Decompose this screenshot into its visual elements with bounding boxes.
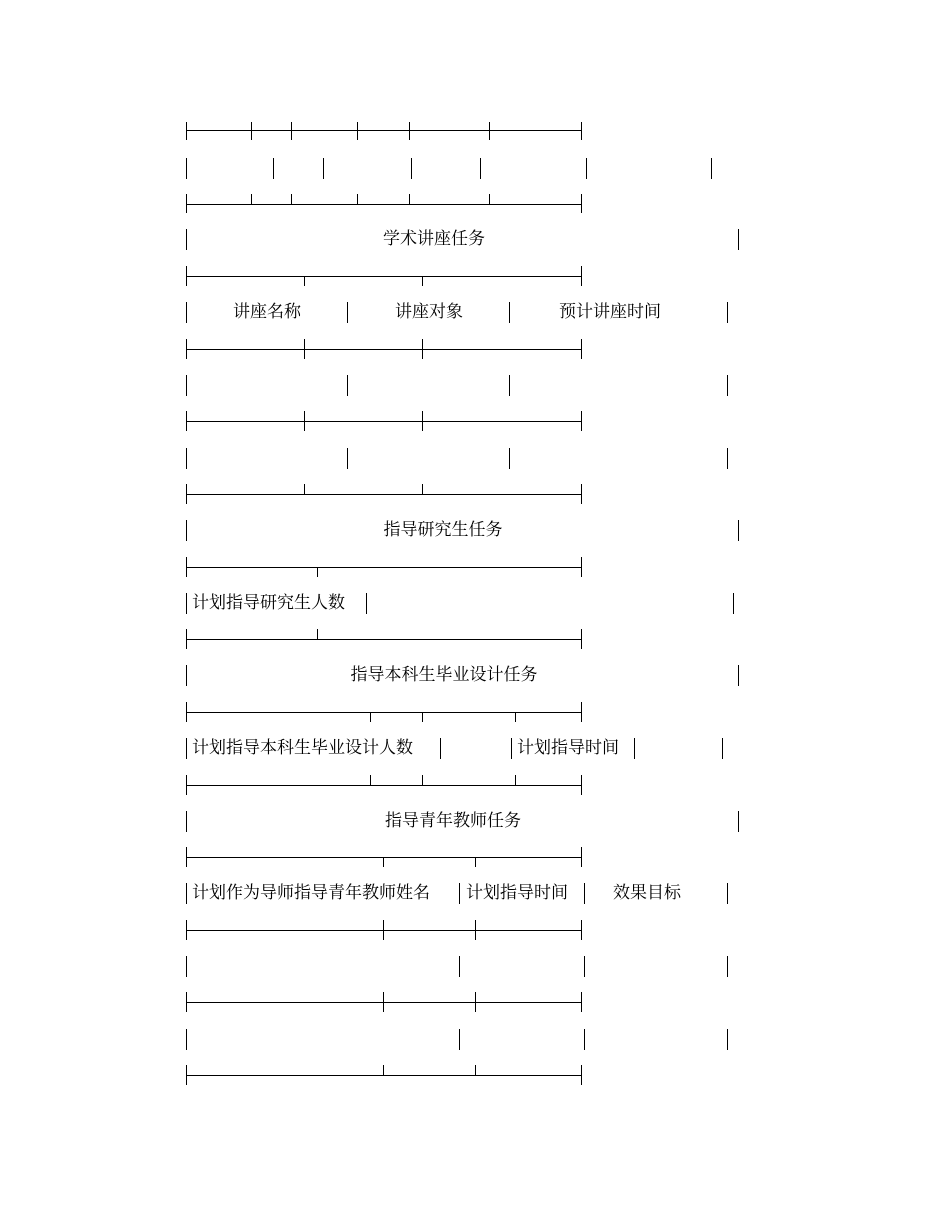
rule-tick — [581, 122, 582, 140]
rule — [186, 130, 581, 131]
rule — [186, 785, 581, 786]
rule-tick — [304, 276, 305, 286]
rule-tick — [581, 629, 582, 649]
rule — [186, 349, 581, 350]
lecture-section-title: 学术讲座任务 — [383, 229, 485, 249]
rule-tick — [422, 712, 423, 722]
rule-tick — [409, 122, 410, 140]
rule-tick — [515, 712, 516, 722]
cell-divider — [347, 302, 348, 323]
rule — [186, 1075, 581, 1076]
lecture-time-header: 预计讲座时间 — [559, 302, 661, 322]
rule-tick — [581, 920, 582, 940]
rule-tick — [383, 1065, 384, 1075]
rule — [186, 421, 581, 422]
cell-divider — [186, 448, 187, 469]
cell-divider — [186, 593, 187, 614]
rule-tick — [422, 276, 423, 286]
rule-tick — [291, 194, 292, 204]
cell-divider — [186, 738, 187, 759]
cell-divider — [738, 665, 739, 686]
graduate-section-title: 指导研究生任务 — [383, 520, 503, 540]
cell-divider — [584, 956, 585, 977]
cell-divider — [186, 229, 187, 250]
rule-tick — [186, 339, 187, 359]
rule-tick — [186, 266, 187, 286]
cell-divider — [727, 956, 728, 977]
rule-tick — [304, 339, 305, 359]
rule-tick — [317, 567, 318, 577]
cell-divider — [347, 375, 348, 396]
cell-divider — [323, 158, 324, 179]
rule-tick — [475, 920, 476, 940]
rule-tick — [251, 122, 252, 140]
cell-divider — [727, 302, 728, 323]
rule-tick — [422, 484, 423, 494]
rule-tick — [581, 411, 582, 431]
mentoring-time-header: 计划指导时间 — [466, 883, 568, 903]
rule-tick — [581, 266, 582, 286]
cell-divider — [738, 229, 739, 250]
cell-divider — [509, 302, 510, 323]
undergrad-count-label: 计划指导本科生毕业设计人数 — [192, 738, 413, 758]
rule-tick — [383, 857, 384, 867]
rule-tick — [186, 775, 187, 795]
rule-tick — [357, 122, 358, 140]
rule — [186, 639, 581, 640]
cell-divider — [727, 375, 728, 396]
cell-divider — [459, 883, 460, 904]
rule-tick — [581, 194, 582, 213]
cell-divider — [738, 520, 739, 541]
rule-tick — [357, 194, 358, 204]
cell-divider — [186, 520, 187, 541]
cell-divider — [727, 883, 728, 904]
rule-tick — [383, 992, 384, 1012]
cell-divider — [733, 593, 734, 614]
rule — [186, 712, 581, 713]
cell-divider — [186, 375, 187, 396]
cell-divider — [480, 158, 481, 179]
cell-divider — [186, 956, 187, 977]
cell-divider — [722, 738, 723, 759]
rule-tick — [515, 775, 516, 785]
rule-tick — [186, 411, 187, 431]
rule-tick — [186, 557, 187, 577]
cell-divider — [727, 1029, 728, 1050]
rule-tick — [304, 411, 305, 431]
rule-tick — [581, 339, 582, 359]
rule-tick — [304, 484, 305, 494]
undergrad-time-label: 计划指导时间 — [517, 738, 619, 758]
cell-divider — [440, 738, 441, 759]
cell-divider — [634, 738, 635, 759]
rule-tick — [186, 194, 187, 213]
rule-tick — [581, 775, 582, 795]
rule-tick — [186, 122, 187, 140]
cell-divider — [186, 665, 187, 686]
rule-tick — [186, 629, 187, 649]
rule-tick — [291, 122, 292, 140]
rule-tick — [409, 194, 410, 204]
cell-divider — [186, 158, 187, 179]
rule-tick — [581, 1065, 582, 1085]
rule-tick — [186, 1065, 187, 1085]
graduate-count-label: 计划指导研究生人数 — [192, 593, 345, 613]
cell-divider — [186, 302, 187, 323]
rule-tick — [475, 857, 476, 867]
cell-divider — [727, 448, 728, 469]
effect-goal-header: 效果目标 — [613, 883, 681, 903]
rule-tick — [475, 1065, 476, 1075]
cell-divider — [273, 158, 274, 179]
rule-tick — [186, 702, 187, 722]
rule-tick — [489, 194, 490, 204]
cell-divider — [738, 811, 739, 832]
rule — [186, 204, 581, 205]
rule-tick — [581, 702, 582, 722]
cell-divider — [509, 375, 510, 396]
rule — [186, 494, 581, 495]
rule-tick — [186, 484, 187, 504]
rule-tick — [186, 992, 187, 1012]
rule-tick — [581, 484, 582, 504]
rule-tick — [186, 920, 187, 940]
cell-divider — [366, 593, 367, 614]
cell-divider — [511, 738, 512, 759]
cell-divider — [459, 956, 460, 977]
lecture-audience-header: 讲座对象 — [395, 302, 463, 322]
rule-tick — [581, 557, 582, 577]
rule-tick — [489, 122, 490, 140]
cell-divider — [186, 883, 187, 904]
mentee-name-header: 计划作为导师指导青年教师姓名 — [192, 883, 430, 903]
young-teacher-section-title: 指导青年教师任务 — [385, 811, 521, 831]
rule-tick — [422, 339, 423, 359]
rule-tick — [475, 992, 476, 1012]
cell-divider — [711, 158, 712, 179]
cell-divider — [584, 883, 585, 904]
lecture-name-header: 讲座名称 — [233, 302, 301, 322]
rule-tick — [251, 194, 252, 204]
rule-tick — [370, 775, 371, 785]
rule-tick — [581, 992, 582, 1012]
cell-divider — [186, 1029, 187, 1050]
rule-tick — [422, 775, 423, 785]
rule-tick — [317, 629, 318, 639]
cell-divider — [347, 448, 348, 469]
cell-divider — [586, 158, 587, 179]
rule-tick — [383, 920, 384, 940]
rule — [186, 276, 581, 277]
rule-tick — [422, 411, 423, 431]
undergrad-section-title: 指导本科生毕业设计任务 — [350, 665, 538, 685]
cell-divider — [509, 448, 510, 469]
rule-tick — [370, 712, 371, 722]
rule-tick — [581, 847, 582, 867]
cell-divider — [411, 158, 412, 179]
cell-divider — [186, 811, 187, 832]
rule — [186, 567, 581, 568]
cell-divider — [584, 1029, 585, 1050]
rule-tick — [186, 847, 187, 867]
cell-divider — [459, 1029, 460, 1050]
